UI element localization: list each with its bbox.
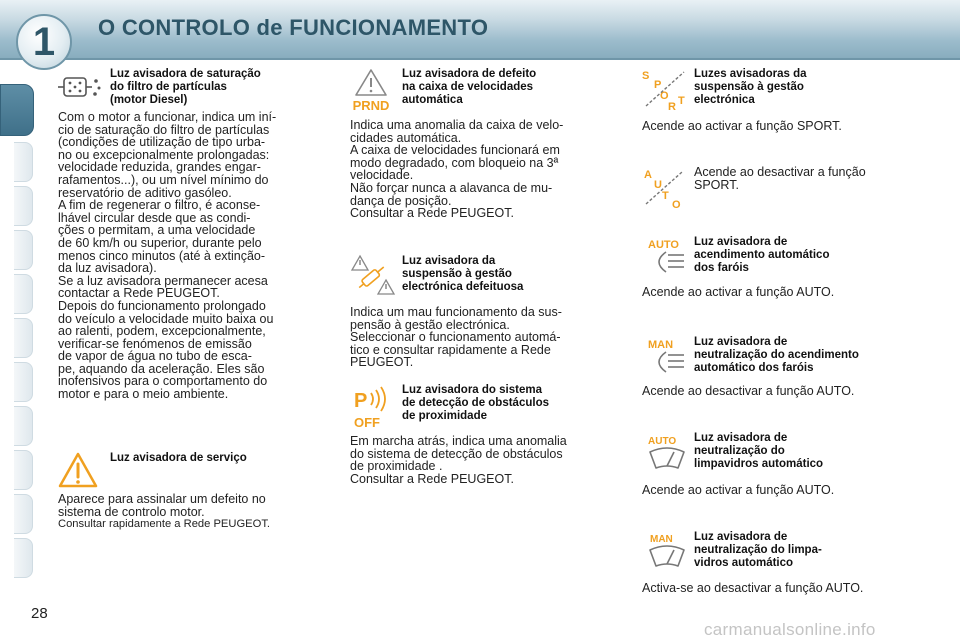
auto-wiper-title: Luz avisadora de neutralização do limpavidros automático (694, 432, 824, 470)
prnd-label: PRND (352, 98, 390, 112)
sport-title: Luzes avisadoras da suspensão à gestão electrónica (694, 68, 807, 106)
parking-sensor-off-icon (352, 385, 392, 429)
sport-suspension-icon (642, 68, 688, 112)
chapter-tab[interactable] (14, 142, 33, 182)
auto-suspension-text: Acende ao desactivar a função SPORT. (694, 165, 866, 192)
svg-text:P: P (654, 79, 662, 91)
service-title: Luz avisadora de serviço (110, 452, 247, 464)
particle-filter-text: Com o motor a funcionar, indica um iní- cio de saturação do filtro de partículas (condições de utilização de tipo urba- no ou excepcionalmente prolongadas: velocidade reduzida, grandes engar- rafamentos...), ou um nível mínimo do reservatório de aditivo gasóleo. A fim de regenerar o filtro, é aconse- lhável circular desde que as condi- ções o permitam, a uma velocidade de 60 km/h ou superior, durante pelo menos cinco minutos (até à extinção- da luz avisadora). Se a luz avisadora permanecer acesa contactar a Rede PEUGEOT. Depois do funcionamento prolongado do veículo a velocidade muito baixa ou ao ralenti, podem, excepcionalmente, verificar-se fenómenos de emissão de vapor de água no tubo de esca- pe, aquando da aceleração. Eles são inofensivos para o comportamento do motor e para o meio ambiente. (58, 110, 277, 402)
service-text: Aparece para assinalar um defeito no sistema de controlo motor. (58, 492, 266, 519)
auto-wiper-icon (646, 432, 688, 472)
gearbox-title: Luz avisadora de defeito na caixa de velocidades automática (402, 68, 537, 106)
gearbox-fault-icon (348, 68, 394, 112)
particle-filter-icon (58, 72, 102, 102)
chapter-tab[interactable] (14, 494, 33, 534)
chapter-tab[interactable] (14, 450, 33, 490)
man-label: MAN (648, 339, 674, 351)
parking-title: Luz avisadora do sistema de detecção de obstáculos de proximidade (402, 384, 549, 422)
manual-wiper-text: Activa-se ao desactivar a função AUTO. (642, 581, 864, 595)
manual-headlamp-text: Acende ao desactivar a função AUTO. (642, 384, 855, 398)
svg-text:T: T (678, 95, 685, 107)
chapter-tab[interactable] (14, 538, 33, 578)
chapter-tab[interactable] (14, 406, 33, 446)
manual-headlamp-icon (646, 336, 688, 376)
svg-text:O: O (672, 199, 681, 210)
chapter-tab[interactable] (14, 186, 33, 226)
chapter-tab-active[interactable] (0, 84, 34, 136)
chapter-badge: 1 (16, 14, 72, 70)
auto-suspension-icon (642, 166, 688, 210)
warning-triangle-icon (58, 452, 98, 488)
svg-text:T: T (662, 190, 669, 202)
suspension-fault-text: Indica um mau funcionamento da sus- pensão à gestão electrónica. Seleccionar o funcionamento automá- tico e consultar rapidamente a Rede PEUGEOT. (350, 305, 562, 370)
watermark: carmanualsonline.info (704, 620, 876, 639)
parking-text: Em marcha atrás, indica uma anomalia do sistema de detecção de obstáculos de proximidade . Consultar a Rede PEUGEOT. (350, 434, 567, 486)
particle-filter-title: Luz avisadora de saturação do filtro de partículas (motor Diesel) (110, 68, 261, 106)
svg-text:O: O (660, 90, 669, 102)
page-number: 28 (31, 605, 48, 622)
gearbox-text: Indica uma anomalia da caixa de velo- cidades automática. A caixa de velocidades funcionará em modo degradado, com bloqueio na 3ª velocidade. Não forçar nunca a alavanca de mu- dança de posição. Consultar a Rede PEUGEOT. (350, 118, 564, 221)
svg-text:P: P (354, 390, 368, 412)
svg-text:S: S (642, 70, 650, 82)
suspension-fault-title: Luz avisadora da suspensão à gestão electrónica defeituosa (402, 255, 524, 293)
svg-text:R: R (668, 101, 676, 112)
manual-wiper-title: Luz avisadora de neutralização do limpa- vidros automático (694, 531, 822, 569)
page-title: O CONTROLO de FUNCIONAMENTO (98, 15, 489, 40)
suspension-fault-icon (350, 254, 396, 298)
svg-text:A: A (644, 169, 652, 181)
auto-headlamp-title: Luz avisadora de acendimento automático dos faróis (694, 236, 830, 274)
off-label: OFF (354, 415, 380, 429)
auto-wiper-label: AUTO (648, 436, 677, 447)
chapter-tab[interactable] (14, 318, 33, 358)
sport-text: Acende ao activar a função SPORT. (642, 119, 842, 133)
auto-label: AUTO (648, 239, 679, 251)
chapter-tab[interactable] (14, 362, 33, 402)
man-wiper-label: MAN (650, 534, 673, 545)
manual-headlamp-title: Luz avisadora de neutralização do acendimento automático dos faróis (694, 336, 859, 374)
chapter-tab[interactable] (14, 230, 33, 270)
auto-headlamp-icon (646, 236, 688, 276)
auto-wiper-text: Acende ao activar a função AUTO. (642, 483, 835, 497)
service-note: Consultar rapidamente a Rede PEUGEOT. (58, 518, 271, 530)
manual-wiper-icon (646, 530, 688, 570)
svg-text:U: U (654, 179, 662, 191)
chapter-tab[interactable] (14, 274, 33, 314)
auto-headlamp-text: Acende ao activar a função AUTO. (642, 285, 835, 299)
